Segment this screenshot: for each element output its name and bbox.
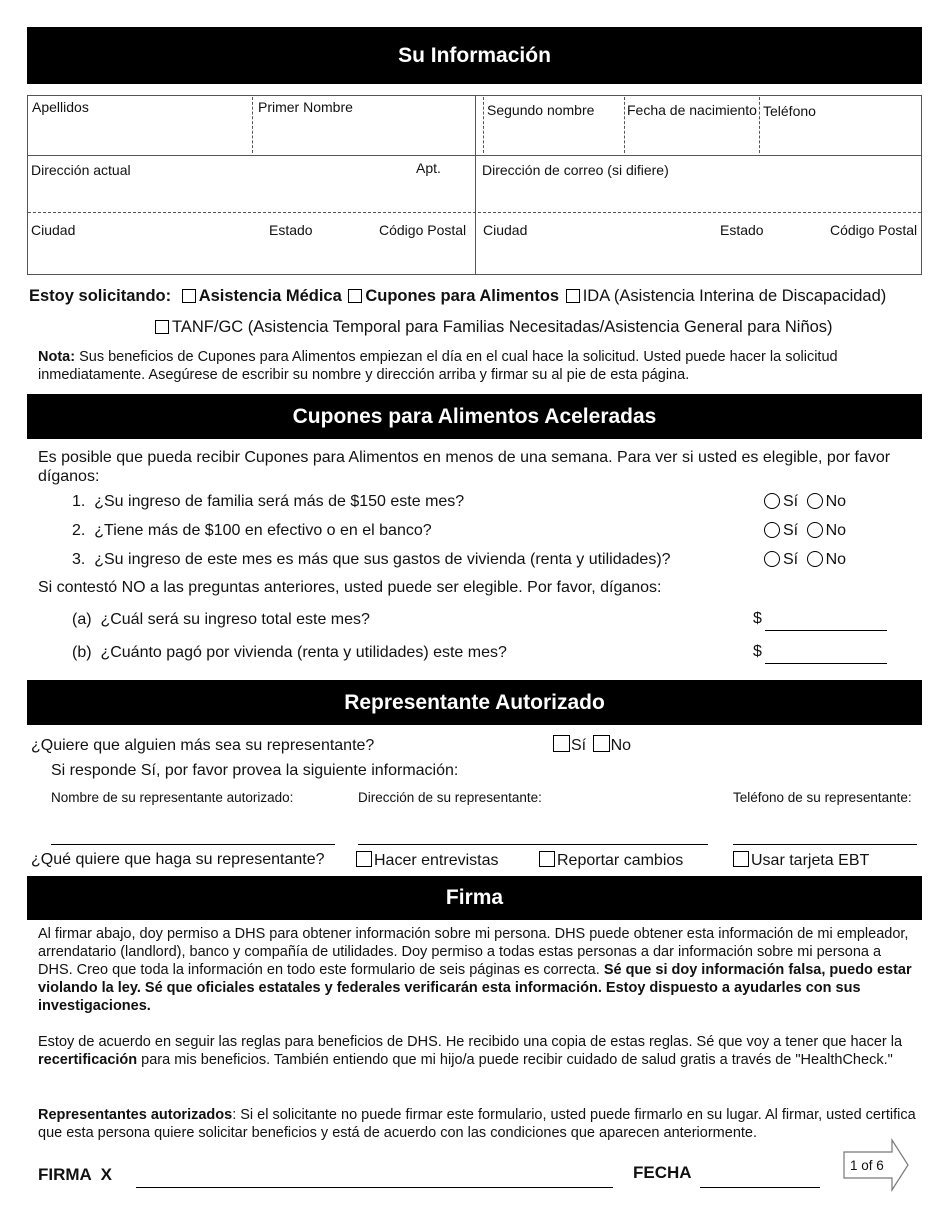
- rep-phone-input[interactable]: [733, 844, 917, 845]
- section-header-representative: Representante Autorizado: [27, 680, 922, 725]
- name-dash-3: [624, 97, 625, 153]
- auth-reps-label: Representantes autorizados: [38, 1107, 233, 1123]
- current-address-field[interactable]: Dirección actual: [31, 162, 131, 178]
- signature-paragraph-3: [38, 1106, 918, 1142]
- rep-address-label: Dirección de su representante:: [358, 790, 542, 805]
- duty-label: Hacer entrevistas: [374, 852, 499, 869]
- yes-label: Sí: [571, 737, 587, 754]
- question-text: ¿Su ingreso de este mes es más que sus gastos de vivienda (renta y utilidades)?: [94, 551, 671, 568]
- checkbox-report-changes[interactable]: [539, 851, 555, 867]
- answer-2: [764, 522, 846, 540]
- rep-name-label: Nombre de su representante autorizado:: [51, 790, 294, 805]
- no-label: No: [825, 522, 847, 539]
- rules-text: Estoy de acuerdo en seguir las reglas para beneficios de DHS. He recibido una copia de estas reglas. Sé que voy a tener que hacer la: [38, 1034, 903, 1050]
- applying-row-2: [155, 318, 833, 337]
- no-label: No: [825, 493, 847, 510]
- name-dash-2: [483, 97, 484, 153]
- phone-field[interactable]: Teléfono: [763, 103, 816, 119]
- date-input[interactable]: [700, 1187, 820, 1188]
- duty-report-changes: [539, 851, 683, 870]
- auth-reps-text: : Si el solicitante no puede firmar este formulario, usted puede firmarlo en su lugar. Al firmar, usted certifica que esta persona quiere solicitar beneficios y está de acuerdo con las condiciones que aparecen anteriormente.: [38, 1107, 916, 1141]
- question-number: 3.: [72, 551, 86, 568]
- no-label: No: [825, 551, 847, 568]
- checkbox-rep-yes[interactable]: [553, 735, 570, 752]
- option-food-stamps: Cupones para Alimentos: [365, 287, 560, 305]
- amount-text: ¿Cuál será su ingreso total este mes?: [100, 611, 370, 628]
- rep-address-input[interactable]: [358, 844, 708, 845]
- info-center-divider: [475, 95, 476, 275]
- mailing-city-field[interactable]: Ciudad: [483, 222, 528, 238]
- signature-label: FIRMA X: [38, 1165, 112, 1184]
- note-label: Nota:: [38, 349, 76, 365]
- last-name-field[interactable]: Apellidos: [32, 99, 89, 115]
- question-3: [72, 551, 671, 569]
- note-paragraph: [38, 348, 918, 384]
- section-header-signature: Firma: [27, 876, 922, 920]
- radio-yes-1[interactable]: [764, 493, 780, 509]
- currency-symbol: $: [753, 610, 762, 627]
- city-field[interactable]: Ciudad: [31, 222, 76, 238]
- checkbox-food-stamps[interactable]: [348, 289, 362, 303]
- question-2: [72, 522, 432, 540]
- signature-input[interactable]: [136, 1187, 613, 1188]
- radio-no-2[interactable]: [807, 522, 823, 538]
- currency-symbol: $: [753, 643, 762, 660]
- checkbox-ida[interactable]: [566, 289, 580, 303]
- checkbox-ebt[interactable]: [733, 851, 749, 867]
- amount-question-a: [72, 611, 370, 629]
- mailing-state-field[interactable]: Estado: [720, 222, 764, 238]
- name-dash-1: [252, 97, 253, 153]
- mailing-zip-field[interactable]: Código Postal: [830, 222, 918, 238]
- option-ida: IDA (Asistencia Interina de Discapacidad): [582, 287, 887, 305]
- signature-paragraph-1: [38, 925, 918, 1015]
- option-medical: Asistencia Médica: [198, 287, 342, 305]
- housing-amount-input[interactable]: [765, 663, 887, 664]
- duty-ebt: [733, 851, 869, 870]
- consent-text: Al firmar abajo, doy permiso a DHS para obtener información sobre mi persona. DHS puede obtener esta información de mi empleador, arrendatario (landlord), banco y compañía de utilidades. Doy permiso a todas estas personas a dar información sobre mi persona a DHS. Creo que toda la información en todo este formulario de seis páginas es correcta.: [38, 926, 909, 978]
- radio-yes-3[interactable]: [764, 551, 780, 567]
- recertification-text: recertificación: [38, 1052, 138, 1068]
- section-header-info: Su Información: [27, 27, 922, 84]
- duty-interviews: [356, 851, 499, 870]
- representative-answer: [553, 735, 631, 755]
- page-indicator: 1 of 6: [850, 1158, 884, 1173]
- answer-1: [764, 493, 846, 511]
- section-header-expedited: Cupones para Alimentos Aceleradas: [27, 394, 922, 439]
- radio-yes-2[interactable]: [764, 522, 780, 538]
- no-label: No: [610, 737, 632, 754]
- amount-question-b: [72, 644, 507, 662]
- yes-label: Sí: [783, 522, 799, 539]
- middle-name-field[interactable]: Segundo nombre: [487, 102, 595, 118]
- income-amount-input[interactable]: [765, 630, 887, 631]
- answer-3: [764, 551, 846, 569]
- checkbox-rep-no[interactable]: [593, 735, 610, 752]
- checkbox-interviews[interactable]: [356, 851, 372, 867]
- expedited-intro: Es posible que pueda recibir Cupones para Alimentos en menos de una semana. Para ver si usted es elegible, por favor díganos:: [38, 449, 891, 485]
- applying-label: Estoy solicitando:: [29, 287, 172, 305]
- representative-question: ¿Quiere que alguien más sea su representante?: [31, 737, 375, 754]
- question-text: ¿Su ingreso de familia será más de $150 este mes?: [94, 493, 465, 510]
- yes-label: Sí: [783, 551, 799, 568]
- yes-label: Sí: [783, 493, 799, 510]
- name-dash-4: [759, 97, 760, 153]
- zip-field[interactable]: Código Postal: [379, 222, 467, 238]
- representative-instruction: Si responde Sí, por favor provea la siguiente información:: [51, 762, 459, 779]
- amount-letter: (a): [72, 611, 92, 628]
- amount-text: ¿Cuánto pagó por vivienda (renta y utilidades) este mes?: [100, 644, 507, 661]
- healthcheck-text: para mis beneficios. También entiendo que mi hijo/a puede recibir cuidado de salud gratis a través de "HealthCheck.": [137, 1052, 893, 1068]
- radio-no-1[interactable]: [807, 493, 823, 509]
- duty-label: Reportar cambios: [557, 852, 684, 869]
- duty-label: Usar tarjeta EBT: [751, 852, 870, 869]
- signature-paragraph-2: [38, 1033, 918, 1069]
- expedited-followup: Si contestó NO a las preguntas anteriores, usted puede ser elegible. Por favor, díganos:: [38, 579, 662, 596]
- date-label: FECHA: [633, 1163, 692, 1182]
- question-number: 2.: [72, 522, 86, 539]
- question-text: ¿Tiene más de $100 en efectivo o en el banco?: [94, 522, 432, 539]
- consent-bold-text: Sé que si doy información falsa, puedo estar violando la ley. Sé que oficiales estatales y federales verificarán esta información. Estoy dispuesto a ayudarles con sus investigaciones.: [38, 962, 912, 1014]
- question-number: 1.: [72, 493, 86, 510]
- checkbox-medical[interactable]: [182, 289, 196, 303]
- duties-question: ¿Qué quiere que haga su representante?: [31, 851, 325, 868]
- rep-name-input[interactable]: [51, 844, 335, 845]
- state-field[interactable]: Estado: [269, 222, 313, 238]
- mailing-address-field[interactable]: Dirección de correo (si difiere): [482, 162, 669, 178]
- radio-no-3[interactable]: [807, 551, 823, 567]
- applying-row: [29, 287, 886, 306]
- rep-phone-label: Teléfono de su representante:: [733, 790, 912, 805]
- amount-letter: (b): [72, 644, 92, 661]
- checkbox-tanf[interactable]: [155, 320, 169, 334]
- note-text: Sus beneficios de Cupones para Alimentos empiezan el día en el cual hace la solicitud. Usted puede hacer la solicitud inmediatamente. Asegúrese de escribir su nombre y dirección arriba y firmar su al pie de esta página.: [38, 349, 838, 383]
- option-tanf: TANF/GC (Asistencia Temporal para Familias Necesitadas/Asistencia General para Niños): [172, 318, 833, 336]
- first-name-field[interactable]: Primer Nombre: [258, 99, 353, 115]
- question-1: [72, 493, 464, 511]
- dob-field[interactable]: Fecha de nacimiento: [627, 102, 757, 118]
- apt-field[interactable]: Apt.: [416, 160, 441, 176]
